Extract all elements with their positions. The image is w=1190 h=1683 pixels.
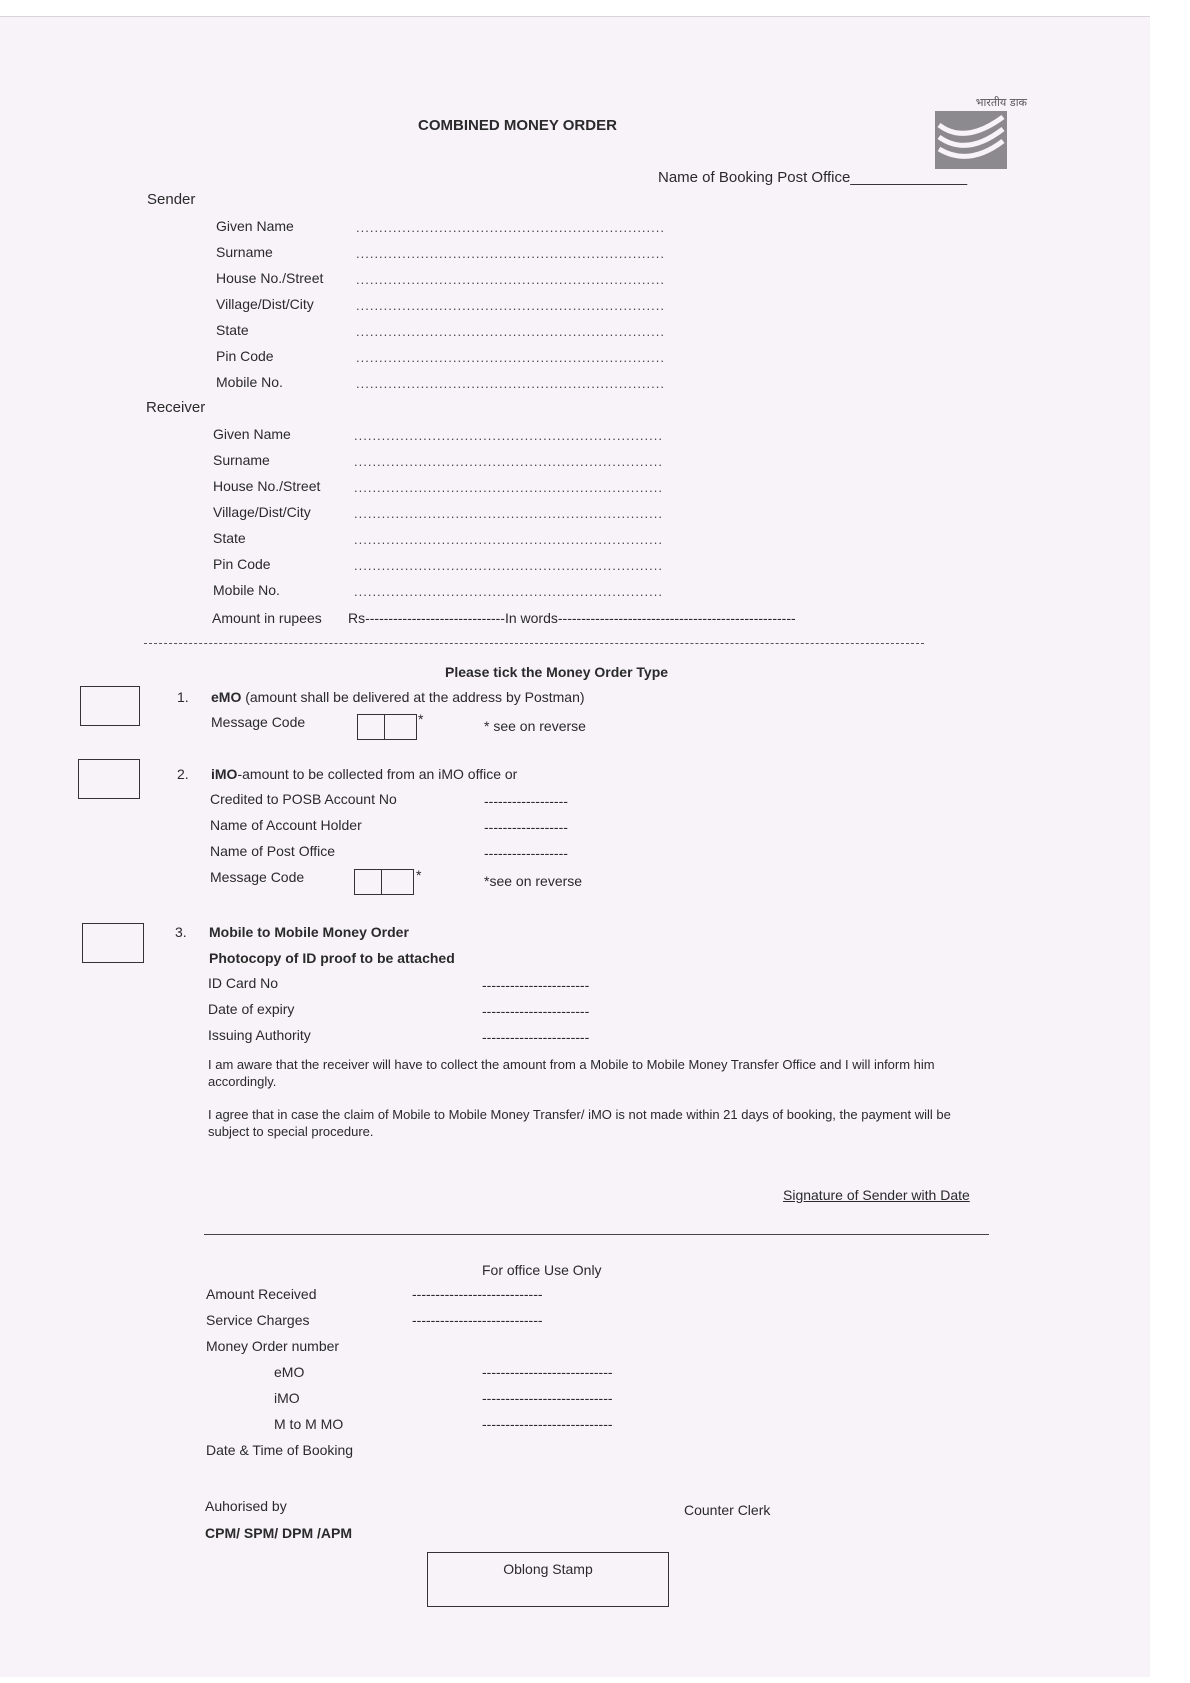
receiver-pin-code-input[interactable]: ................................................................... [354, 558, 663, 573]
imo-name-of-post-office-input[interactable]: ------------------ [484, 845, 568, 861]
receiver-mobile-no-input[interactable]: ................................................................... [354, 584, 663, 599]
receiver-village-dist-city-input[interactable]: ................................................................... [354, 506, 663, 521]
service-charges-line[interactable]: ---------------------------- [412, 1312, 543, 1328]
imo-star: * [416, 867, 422, 883]
india-post-logo: भारतीय डाक [935, 95, 1033, 177]
sender-heading: Sender [147, 191, 196, 208]
amount-rupees-line[interactable]: Rs------------------------------In words--------------------------------------------------- [348, 610, 796, 626]
imo-name-of-account-holder-input[interactable]: ------------------ [484, 819, 568, 835]
declaration-receiver-collect: I am aware that the receiver will have to collect the amount from a Mobile to Mobile Money Transfer Office and I will inform him accordingly. [208, 1057, 935, 1089]
emo-number: 1. [177, 689, 189, 705]
emo-description: eMO (amount shall be delivered at the address by Postman) [211, 689, 585, 705]
emo-message-code-label: Message Code [211, 714, 306, 730]
receiver-heading: Receiver [146, 399, 206, 416]
m2m-number: 3. [175, 924, 187, 940]
mo-number-label: Money Order number [206, 1338, 340, 1354]
imo-note: *see on reverse [484, 873, 583, 889]
oblong-stamp-label: Oblong Stamp [503, 1561, 593, 1577]
office-m2m-line[interactable]: ---------------------------- [482, 1416, 613, 1432]
office-emo-line[interactable]: ---------------------------- [482, 1364, 613, 1380]
m2m-id-card-no-label: ID Card No [208, 975, 279, 991]
sender-state-input[interactable]: ................................................................... [356, 324, 665, 339]
sender-mobile-no-label: Mobile No. [216, 374, 283, 390]
sender-pin-code-input[interactable]: ................................................................... [356, 350, 665, 365]
m2m-date-of-expiry-input[interactable]: ----------------------- [482, 1003, 590, 1019]
emo-message-code-box[interactable] [357, 714, 417, 740]
m2m-checkbox[interactable] [82, 923, 144, 963]
sender-given-name-label: Given Name [216, 218, 294, 234]
receiver-village-dist-city-label: Village/Dist/City [213, 504, 311, 520]
booking-office-line: ______________ [850, 169, 968, 186]
imo-number: 2. [177, 766, 189, 782]
imo-description: iMO-amount to be collected from an iMO office or [211, 766, 518, 782]
imo-checkbox[interactable] [78, 759, 140, 799]
section-divider [144, 643, 924, 644]
m2m-date-of-expiry-label: Date of expiry [208, 1001, 295, 1017]
receiver-given-name-label: Given Name [213, 426, 291, 442]
imo-name-of-post-office-label: Name of Post Office [210, 843, 336, 859]
imo-name-of-account-holder-label: Name of Account Holder [210, 817, 362, 833]
sender-signature-label: Signature of Sender with Date [783, 1187, 970, 1203]
receiver-house-no-street-input[interactable]: ................................................................... [354, 480, 663, 495]
amount-received-label: Amount Received [206, 1286, 317, 1302]
m2m-subtitle: Photocopy of ID proof to be attached [209, 950, 455, 966]
imo-credited-to-posb-account-no-input[interactable]: ------------------ [484, 793, 568, 809]
receiver-mobile-no-label: Mobile No. [213, 582, 280, 598]
amount-received-line[interactable]: ---------------------------- [412, 1286, 543, 1302]
sender-surname-label: Surname [216, 244, 273, 260]
form-page [0, 16, 1150, 1677]
office-use-heading: For office Use Only [482, 1262, 602, 1278]
office-imo-label: iMO [274, 1390, 300, 1406]
imo-message-code-box[interactable] [354, 869, 414, 895]
imo-message-code-label: Message Code [210, 869, 305, 885]
sender-mobile-no-input[interactable]: ................................................................... [356, 376, 665, 391]
form-title: COMBINED MONEY ORDER [418, 117, 617, 134]
booking-office-label: Name of Booking Post Office______________ [658, 169, 968, 186]
sender-state-label: State [216, 322, 249, 338]
declaration-21-days: I agree that in case the claim of Mobile to Mobile Money Transfer/ iMO is not made within 21 days of booking, the payment will be subject to special procedure. [208, 1107, 951, 1139]
sender-village-dist-city-input[interactable]: ................................................................... [356, 298, 665, 313]
receiver-surname-input[interactable]: ................................................................... [354, 454, 663, 469]
emo-star: * [418, 711, 424, 727]
m2m-id-card-no-input[interactable]: ----------------------- [482, 977, 590, 993]
receiver-pin-code-label: Pin Code [213, 556, 271, 572]
receiver-state-label: State [213, 530, 246, 546]
imo-credited-to-posb-account-no-label: Credited to POSB Account No [210, 791, 397, 807]
booking-datetime-label: Date & Time of Booking [206, 1442, 354, 1458]
office-imo-line[interactable]: ---------------------------- [482, 1390, 613, 1406]
m2m-issuing-authority-input[interactable]: ----------------------- [482, 1029, 590, 1045]
m2m-issuing-authority-label: Issuing Authority [208, 1027, 311, 1043]
type-heading: Please tick the Money Order Type [445, 664, 669, 680]
receiver-surname-label: Surname [213, 452, 270, 468]
sender-house-no-street-label: House No./Street [216, 270, 324, 286]
sender-surname-input[interactable]: ................................................................... [356, 246, 665, 261]
emo-note: * see on reverse [484, 718, 586, 734]
service-charges-label: Service Charges [206, 1312, 310, 1328]
signature-line[interactable] [204, 1234, 989, 1235]
receiver-given-name-input[interactable]: ................................................................... [354, 428, 663, 443]
sender-house-no-street-input[interactable]: ................................................................... [356, 272, 665, 287]
authorising-officers: CPM/ SPM/ DPM /APM [205, 1525, 353, 1541]
emo-checkbox[interactable] [80, 686, 140, 726]
counter-clerk-label: Counter Clerk [684, 1502, 771, 1518]
sender-village-dist-city-label: Village/Dist/City [216, 296, 314, 312]
authorised-by-label: Auhorised by [205, 1498, 287, 1514]
oblong-stamp-box [427, 1552, 669, 1607]
office-m2m-label: M to M MO [274, 1416, 344, 1432]
sender-pin-code-label: Pin Code [216, 348, 274, 364]
sender-given-name-input[interactable]: ................................................................... [356, 220, 665, 235]
receiver-state-input[interactable]: ................................................................... [354, 532, 663, 547]
office-emo-label: eMO [274, 1364, 305, 1380]
m2m-title: Mobile to Mobile Money Order [209, 924, 409, 940]
receiver-house-no-street-label: House No./Street [213, 478, 321, 494]
amount-label: Amount in rupees [212, 610, 322, 626]
